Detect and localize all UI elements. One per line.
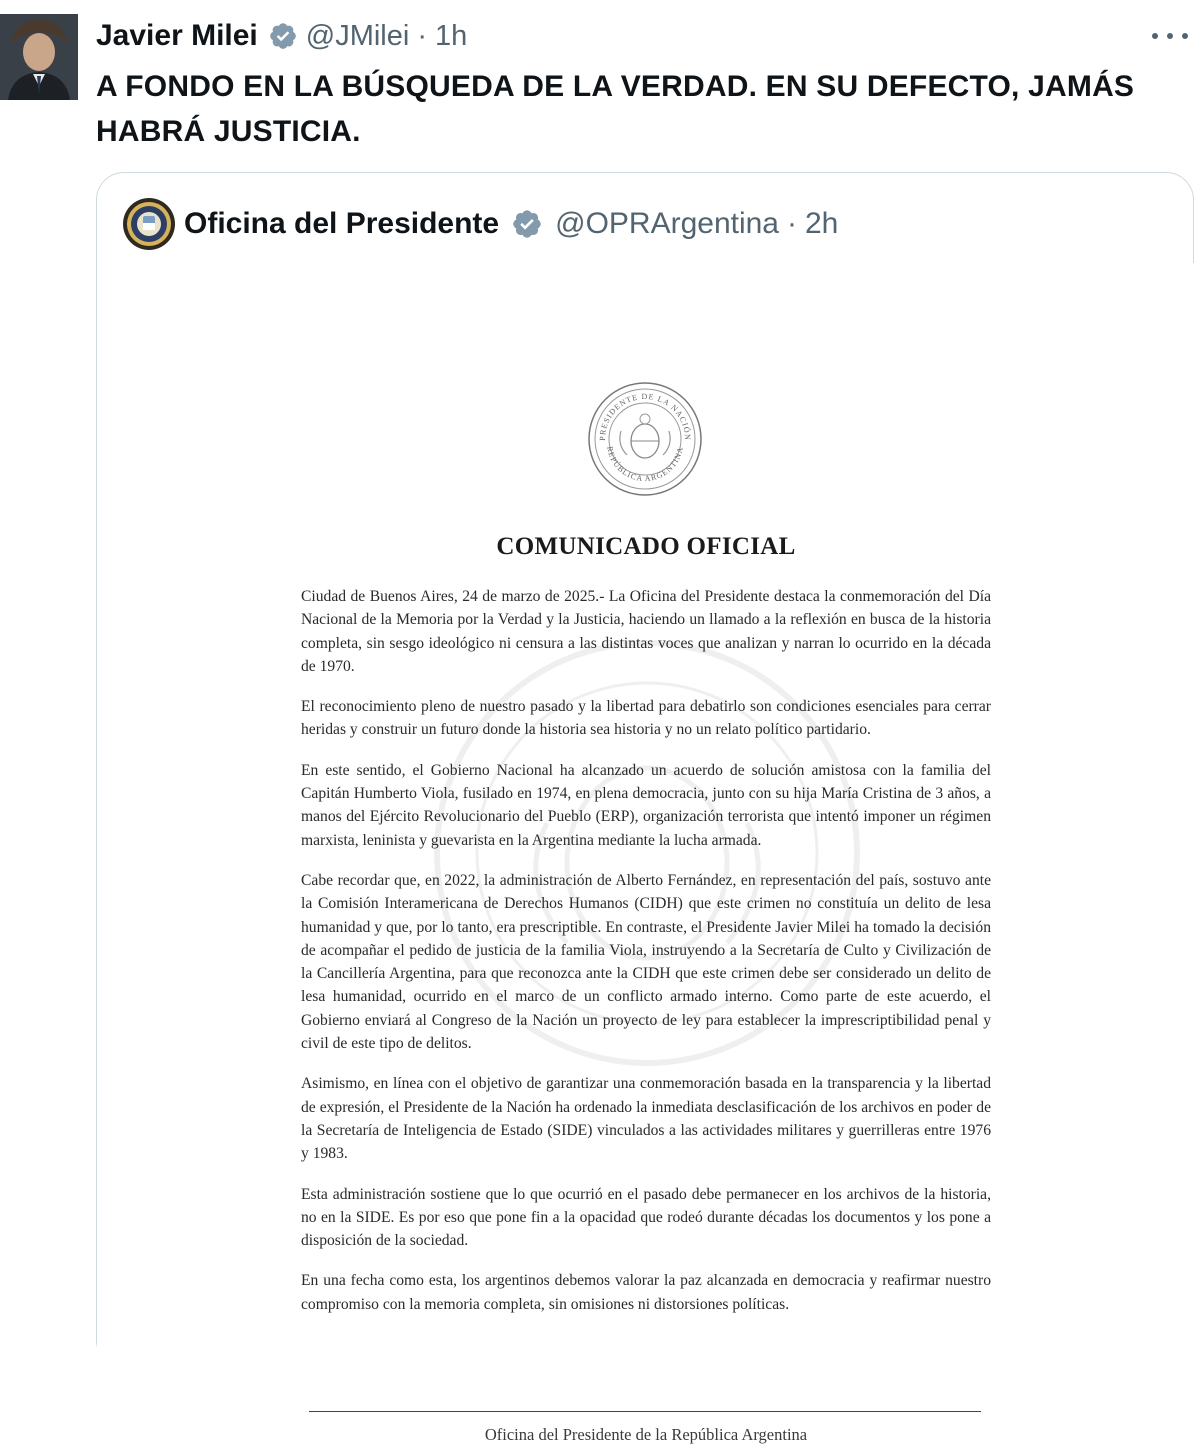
quoted-author-avatar [123,198,175,250]
document-body [301,585,991,1333]
document-title: COMUNICADO OFICIAL [496,533,796,560]
author-avatar[interactable] [0,14,78,100]
author-handle[interactable]: @JMilei [305,19,410,52]
tweet-text: A FONDO EN LA BÚSQUEDA DE LA VERDAD. EN SU DEFECTO, JAMÁS HABRÁ JUSTICIA. [96,70,1135,148]
verified-badge-icon [511,208,543,240]
footer-divider [309,1411,981,1412]
quoted-tweet-timestamp[interactable]: 2h [805,207,839,240]
verified-badge-icon [268,21,298,51]
seal-text-top: PRESIDENTE DE LA NACIÓN [597,391,693,441]
quoted-author-handle[interactable]: @OPRArgentina [555,207,779,240]
document-paragraph: En este sentido, el Gobierno Nacional ha alcanzado un acuerdo de solución amistosa con la familia del Capitán Humberto Viola, fusilado en 1974, en plena democracia, junto con su hija María Cristina de 3 años, a manos del Ejército Revolucionario del Pueblo (ERP), organización terrorista que intentó imponer un régimen marxista, leninista y guevarista en la Argentina mediante la lucha armada. [301,761,991,849]
quoted-tweet-header [184,202,838,246]
separator-dot: · [417,19,427,52]
quoted-tweet-card[interactable] [96,172,1194,1444]
separator-dot: · [787,207,797,240]
document-paragraph: En una fecha como esta, los argentinos debemos valorar la paz alcanzada en democracia y reafirmar nuestro compromiso con la memoria completa, sin omisiones ni distorsiones políticas. [301,1272,991,1313]
tweet-header [96,16,467,56]
document-paragraph: Asimismo, en línea con el objetivo de garantizar una conmemoración basada en la transparencia y la libertad de expresión, el Presidente de la Nación ha ordenado la inmediata desclasificación de los archivos en poder de la Secretaría de Inteligencia de Estado (SIDE) vinculados a las actividades militares y guerrilleras entre 1976 y 1983. [301,1075,991,1163]
document-paragraph: Ciudad de Buenos Aires, 24 de marzo de 2025.- La Oficina del Presidente destaca la conmemoración del Día Nacional de la Memoria por la Verdad y la Justicia, haciendo un llamado a la reflexión en busca de la historia completa, sin sesgo ideológico ni censura a las distintas voces que analizan y narran lo ocurrido en la década de 1970. [301,588,991,675]
attached-document-image[interactable] [97,263,1195,1444]
seal-text-bottom: REPÚBLICA ARGENTINA [605,445,685,484]
svg-text:REPÚBLICA ARGENTINA [605,446,685,484]
tweet-timestamp[interactable]: 1h [435,19,468,52]
document-footer: Oficina del Presidente de la República Argentina [484,1425,808,1444]
document-paragraph: El reconocimiento pleno de nuestro pasado y la libertad para debatirlo son condiciones esenciales para cerrar heridas y construir un futuro donde la historia sea historia y no un relato político partidario. [301,698,991,739]
quoted-author-name[interactable]: Oficina del Presidente [184,207,500,240]
presidential-seal-icon [587,381,703,497]
more-options-icon[interactable] [1152,24,1188,48]
svg-text:PRESIDENTE DE LA NACIÓN [598,392,693,441]
document-paragraph: Esta administración sostiene que lo que ocurrió en el pasado debe permanecer en los archivos de la historia, no en la SIDE. Es por eso que pone fin a la opacidad que rodeó durante décadas los documentos y los pone a disposición de la sociedad. [301,1185,991,1250]
document-paragraph: Cabe recordar que, en 2022, la administración de Alberto Fernández, en representación del país, sostuvo ante la Comisión Interamericana de Derechos Humanos (CIDH) que este crimen no constituía un delito de lesa humanidad y que, por lo tanto, era prescriptible. En contraste, el Presidente Javier Milei ha tomado la decisión de acompañar el pedido de justicia de la familia Viola, instruyendo a la Secretaría de Culto y Civilización de la Cancillería Argentina, para que reconozca ante la CIDH que este crimen debe ser considerado un delito de lesa humanidad, ocurrido en el marco de un conflicto armado interno. Como parte de este acuerdo, el Gobierno enviará al Congreso de la Nación un proyecto de ley para establecer la imprescriptibilidad penal y civil de este tipo de delitos. [301,871,991,1053]
author-name[interactable]: Javier Milei [96,19,258,52]
